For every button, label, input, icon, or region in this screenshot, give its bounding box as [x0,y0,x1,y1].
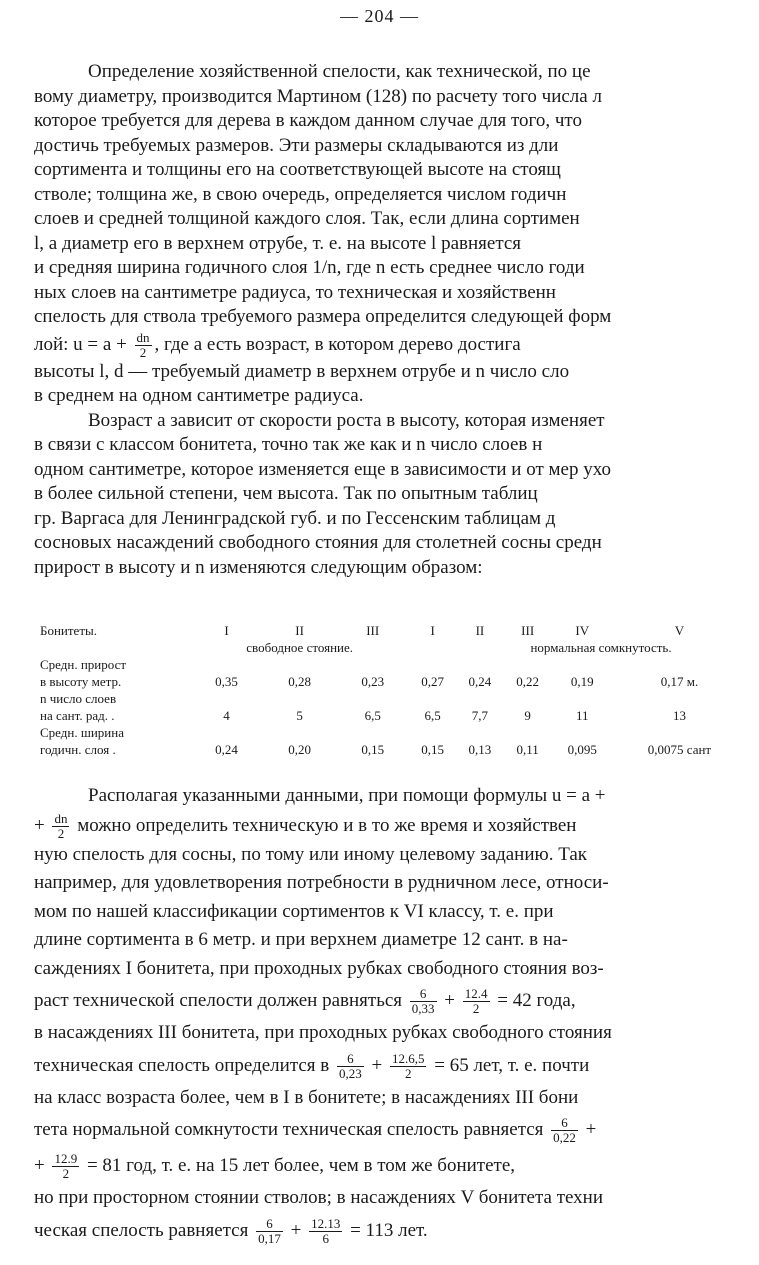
formula-text: + [366,1054,387,1076]
table-header-cell: I [224,622,229,638]
text-line: на класс возраста более, чем в I в бонитете; в насаждениях III бони [34,1086,579,1108]
formula-fraction [337,1052,364,1081]
text-line: сортимента и толщины его на соответствующей высоте на стоящ [34,159,561,180]
formula-text: = 65 лет, т. е. почти [429,1054,590,1076]
table-cell: 0,28 [288,673,311,689]
table-header-cell: I [430,622,435,638]
body-text-continued [34,782,740,1249]
fraction-numerator: 6 [561,1115,568,1131]
formula-text: = 81 год, т. е. на 15 лет более, чем в том же бонитете, [82,1155,515,1176]
formula-line [34,811,740,841]
text-line: в более сильной степени, чем высота. Так по опытным таблиц [34,483,538,504]
table-header-cell: V [674,622,685,638]
fraction-denominator: 2 [52,826,69,841]
table-cell: 0,15 [361,741,385,757]
formula-fraction [551,1116,578,1145]
text-line: в связи с классом бонитета, точно так же как и n число слоев н [34,434,543,455]
calculation-line [34,1148,740,1184]
table-cell: 0,35 [215,673,238,689]
table-cell: 0,17 м. [660,673,699,689]
text-line: Располагая указанными данными, при помощи формулы u = a + [88,785,606,806]
body-text [34,60,740,580]
table-cell: 4 [223,707,230,723]
data-table [34,622,746,758]
table-cell: 0,13 [468,741,492,757]
table-header-cell: II [475,622,485,638]
fraction-denominator: 0,33 [411,1001,435,1017]
text-line: например, для удовлетворения потребности в рудничном лесе, относи- [34,872,609,893]
table-cell: 0,23 [361,673,385,689]
formula-text: раст технической спелости должен равняться [34,990,407,1011]
formula-text: тета нормальной сомкнутости техническая спелость равняется [34,1119,549,1140]
text-line: сосновых насаждений свободного стояния для столетней сосны средн [34,532,602,553]
text-line: длине сортимента в 6 метр. и при верхнем диаметре 12 сант. в на- [34,929,568,950]
formula-text: , где a есть возраст, в котором дерево достига [154,333,521,355]
formula-text: можно определить техническую и в то же время и хозяйствен [72,814,577,836]
text-line: слоев и средней толщиной каждого слоя. Так, если длина сортимен [34,208,580,229]
fraction-numerator: 12.6,5 [391,1050,425,1066]
table-cell: 0,24 [468,673,492,689]
formula-text: + [285,1219,307,1241]
formula-line [34,330,740,360]
fraction-denominator: 2 [52,1166,79,1181]
table-header-cell: III [521,622,535,638]
row-label: n число слоев [40,690,117,706]
calculation-line [34,983,740,1019]
fraction-denominator: 6 [309,1231,342,1246]
formula-fraction [135,331,152,360]
table-cell: 11 [575,707,589,723]
table-cell: 5 [296,707,303,723]
table-cell: 6,5 [424,707,441,723]
formula-text: техническая спелость определится в [34,1054,335,1076]
text-line: в среднем на одном сантиметре радиуса. [34,385,364,406]
fraction-denominator: 0,22 [553,1130,576,1146]
row-label: Средн. ширина [40,724,124,740]
fraction-denominator: 2 [463,1001,490,1016]
formula-text: лой: u = a + [34,333,132,355]
fraction-numerator: dn [136,329,150,345]
fraction-denominator: 0,23 [339,1065,362,1081]
table-header-cell: II [295,622,304,638]
table-cell: 13 [672,707,686,723]
text-line: высоты l, d — требуемый диаметр в верхнем отрубе и n число сло [34,360,570,382]
text-line: прирост в высоту и n изменяются следующим образом: [34,556,483,578]
table-cell: 9 [524,707,531,723]
text-line: но при просторном стоянии стволов; в насаждениях V бонитета техни [34,1187,604,1208]
fraction-denominator: 0,17 [258,1230,281,1246]
text-line: которое требуется для дерева в каждом данном случае для того, что [34,110,582,131]
table-cell: 0,095 [567,741,597,757]
formula-fraction [410,987,437,1016]
text-line: гр. Варгаса для Ленинградской губ. и по Гессенским таблицам д [34,507,556,529]
formula-fraction [52,812,69,841]
calculation-line [34,1213,740,1249]
text-line: мом по нашей классификации сортиментов к VI классу, т. е. при [34,900,554,922]
row-label: на сант. рад. . [40,707,115,723]
formula-text: = 113 лет. [345,1219,428,1241]
text-line: стволе; толщина же, в свою очередь, определяется числом годичн [34,183,567,205]
table-cell: 0,24 [215,741,238,757]
fraction-denominator: 2 [390,1066,427,1081]
table-cell: 7,7 [471,707,489,723]
fraction-denominator: 2 [135,345,152,360]
table-cell: 0,19 [570,673,594,689]
text-line: вому диаметру, производится Мартином (128) по расчету того числа л [34,85,602,107]
text-line: одном сантиметре, которое изменяется еще в зависимости и от мер ухо [34,458,612,480]
formula-text: ческая спелость равняется [34,1219,254,1241]
formula-fraction [390,1052,427,1081]
text-line: достичь требуемых размеров. Эти размеры складываются из дли [34,134,559,156]
fraction-numerator: 12.4 [464,986,488,1002]
formula-text: = 42 года, [492,990,576,1011]
table-header-cell: IV [575,622,590,638]
formula-fraction [309,1217,342,1246]
fraction-numerator: 12.9 [54,1151,78,1167]
table-cell: 0,20 [288,741,311,757]
table-cell: 6,5 [364,707,381,723]
fraction-numerator: 6 [347,1050,354,1066]
table-header-label: Бонитеты. [40,622,97,638]
subheader-free-standing: свободное стояние. [246,639,354,655]
table-cell: 0,0075 сант [647,741,712,757]
formula-text: + [439,990,460,1011]
text-line: спелость для ствола требуемого размера определится следующей форм [34,306,612,327]
fraction-numerator: dn [54,810,68,826]
row-label: в высоту метр. [40,673,122,689]
table-cell: 0,27 [421,673,445,689]
text-line: и средняя ширина годичного слоя 1/n, где n есть среднее число годи [34,257,585,278]
table-cell: 0,15 [421,741,445,757]
text-line: саждениях I бонитета, при проходных рубках свободного стояния воз- [34,957,604,979]
text-line: ную спелость для сосны, по тому или иному целевому заданию. Так [34,843,587,865]
subheader-normal-density: нормальная сомкнутость. [530,639,672,655]
calculation-line [34,1112,740,1148]
fraction-numerator: 6 [419,986,427,1002]
page-number: — 204 — [340,6,419,26]
text-line: Определение хозяйственной спелости, как технической, по це [88,61,591,82]
text-line: Возраст a зависит от скорости роста в высоту, которая изменяет [88,409,605,431]
formula-fraction [52,1152,79,1181]
text-line: ных слоев на сантиметре радиуса, то техническая и хозяйственн [34,281,556,303]
fraction-numerator: 6 [266,1215,273,1231]
formula-fraction [463,987,490,1016]
text-line: в насаждениях III бонитета, при проходных рубках свободного стояния [34,1022,612,1043]
formula-text: + [34,814,50,836]
row-label: Средн. прирост [40,656,127,672]
fraction-numerator: 12.13 [311,1215,341,1231]
row-label: годичн. слоя . [40,741,116,757]
table-cell: 0,11 [516,741,539,757]
table-header-cell: III [366,622,380,638]
formula-text: + [580,1119,597,1140]
text-line: l, а диаметр его в верхнем отрубе, т. е. на высоте l равняется [34,232,522,254]
table-cell: 0,22 [516,673,540,689]
formula-text: + [34,1155,50,1176]
calculation-line [34,1048,740,1084]
formula-fraction [256,1217,283,1246]
